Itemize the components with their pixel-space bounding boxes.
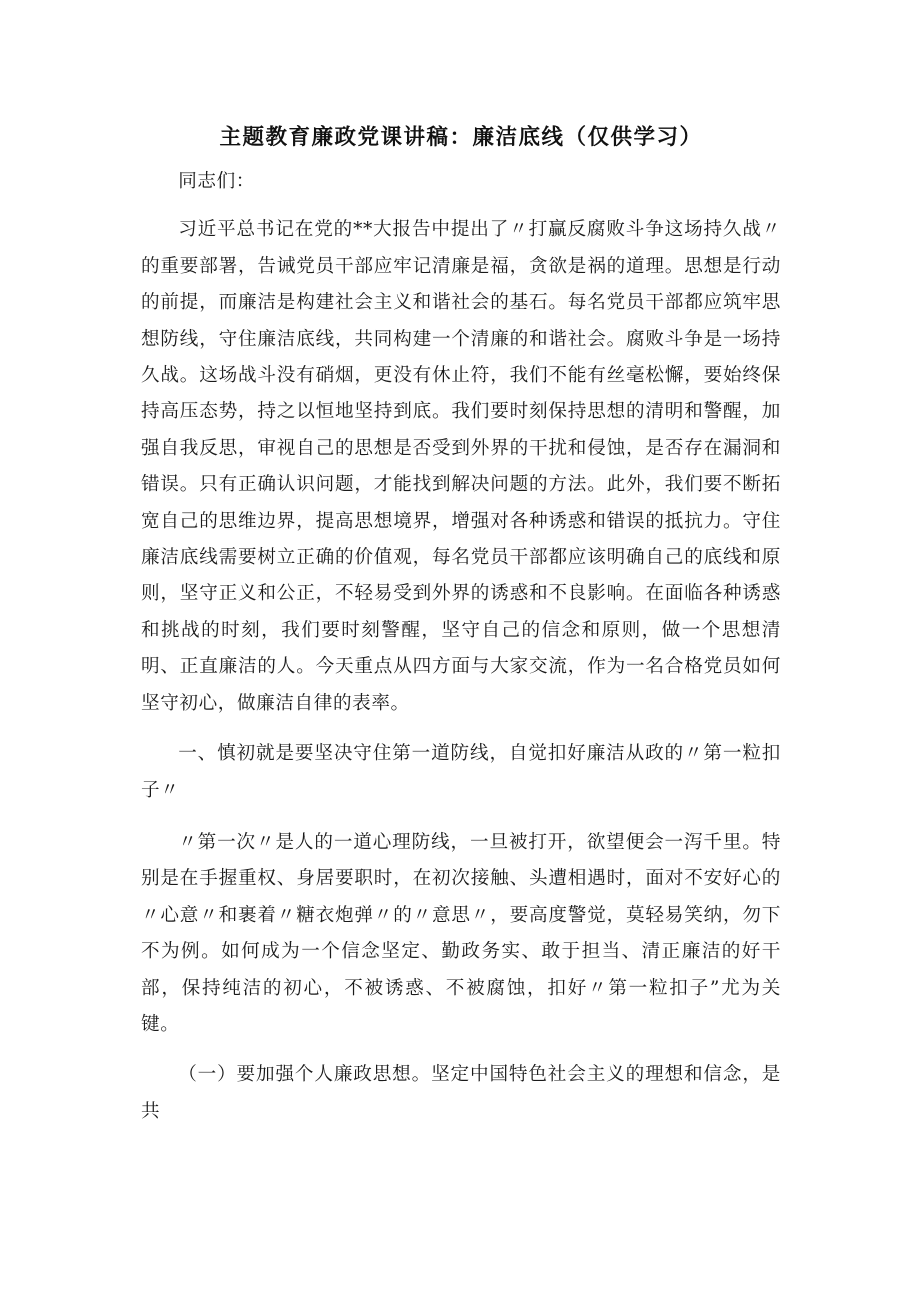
paragraph-intro: 习近平总书记在党的**大报告中提出了〃打赢反腐败斗争这场持久战〃的重要部署，告诫党员干部应牢记清廉是福，贪欲是祸的道理。思想是行动的前提，而廉洁是构建社会主义和谐社会的基石。每名党员干部都应筑牢思想防线，守住廉洁底线，共同构建一个清廉的和谐社会。腐败斗争是一场持久战。这场战斗没有硝烟，更没有休止符，我们不能有丝毫松懈，要始终保持高压态势，持之以恒地坚持到底。我们要时刻保持思想的清明和警醒，加强自我反思，审视自己的思想是否受到外界的干扰和侵蚀，是否存在漏洞和错误。只有正确认识问题，才能找到解决问题的方法。此外，我们要不断拓宽自己的思维边界，提高思想境界，增强对各种诱惑和错误的抵抗力。守住廉洁底线需要树立正确的价值观，每名党员干部都应该明确自己的底线和原则，坚守正义和公正，不轻易受到外界的诱惑和不良影响。在面临各种诱惑和挑战的时刻，我们要时刻警醒，坚守自己的信念和原则，做一个思想清明、正直廉洁的人。今天重点从四方面与大家交流，作为一名合格党员如何坚守初心，做廉洁自律的表率。 xyxy=(141,219,781,714)
paragraph-subsection-1: （一）要加强个人廉政思想。坚定中国特色社会主义的理想和信念，是共 xyxy=(141,1064,781,1122)
salutation: 同志们： xyxy=(178,171,255,192)
paragraph-section-1: 〃第一次〃是人的一道心理防线，一旦被打开，欲望便会一泻千里。特别是在手握重权、身居要职时，在初次接触、头遭相遇时，面对不安好心的〃心意〃和裹着〃糖衣炮弹〃的〃意思〃，要高度警觉，莫轻易笑纳，勿下不为例。如何成为一个信念坚定、勤政务实、敢于担当、清正廉洁的好干部，保持纯洁的初心，不被诱惑、不被腐蚀，扣好〃第一粒扣子”尤为关键。 xyxy=(141,831,781,1035)
document-title: 主题教育廉政党课讲稿：廉洁底线（仅供学习） xyxy=(219,125,703,150)
section-heading-1: 一、慎初就是要坚决守住第一道防线，自觉扣好廉洁从政的〃第一粒扣子〃 xyxy=(141,743,781,801)
